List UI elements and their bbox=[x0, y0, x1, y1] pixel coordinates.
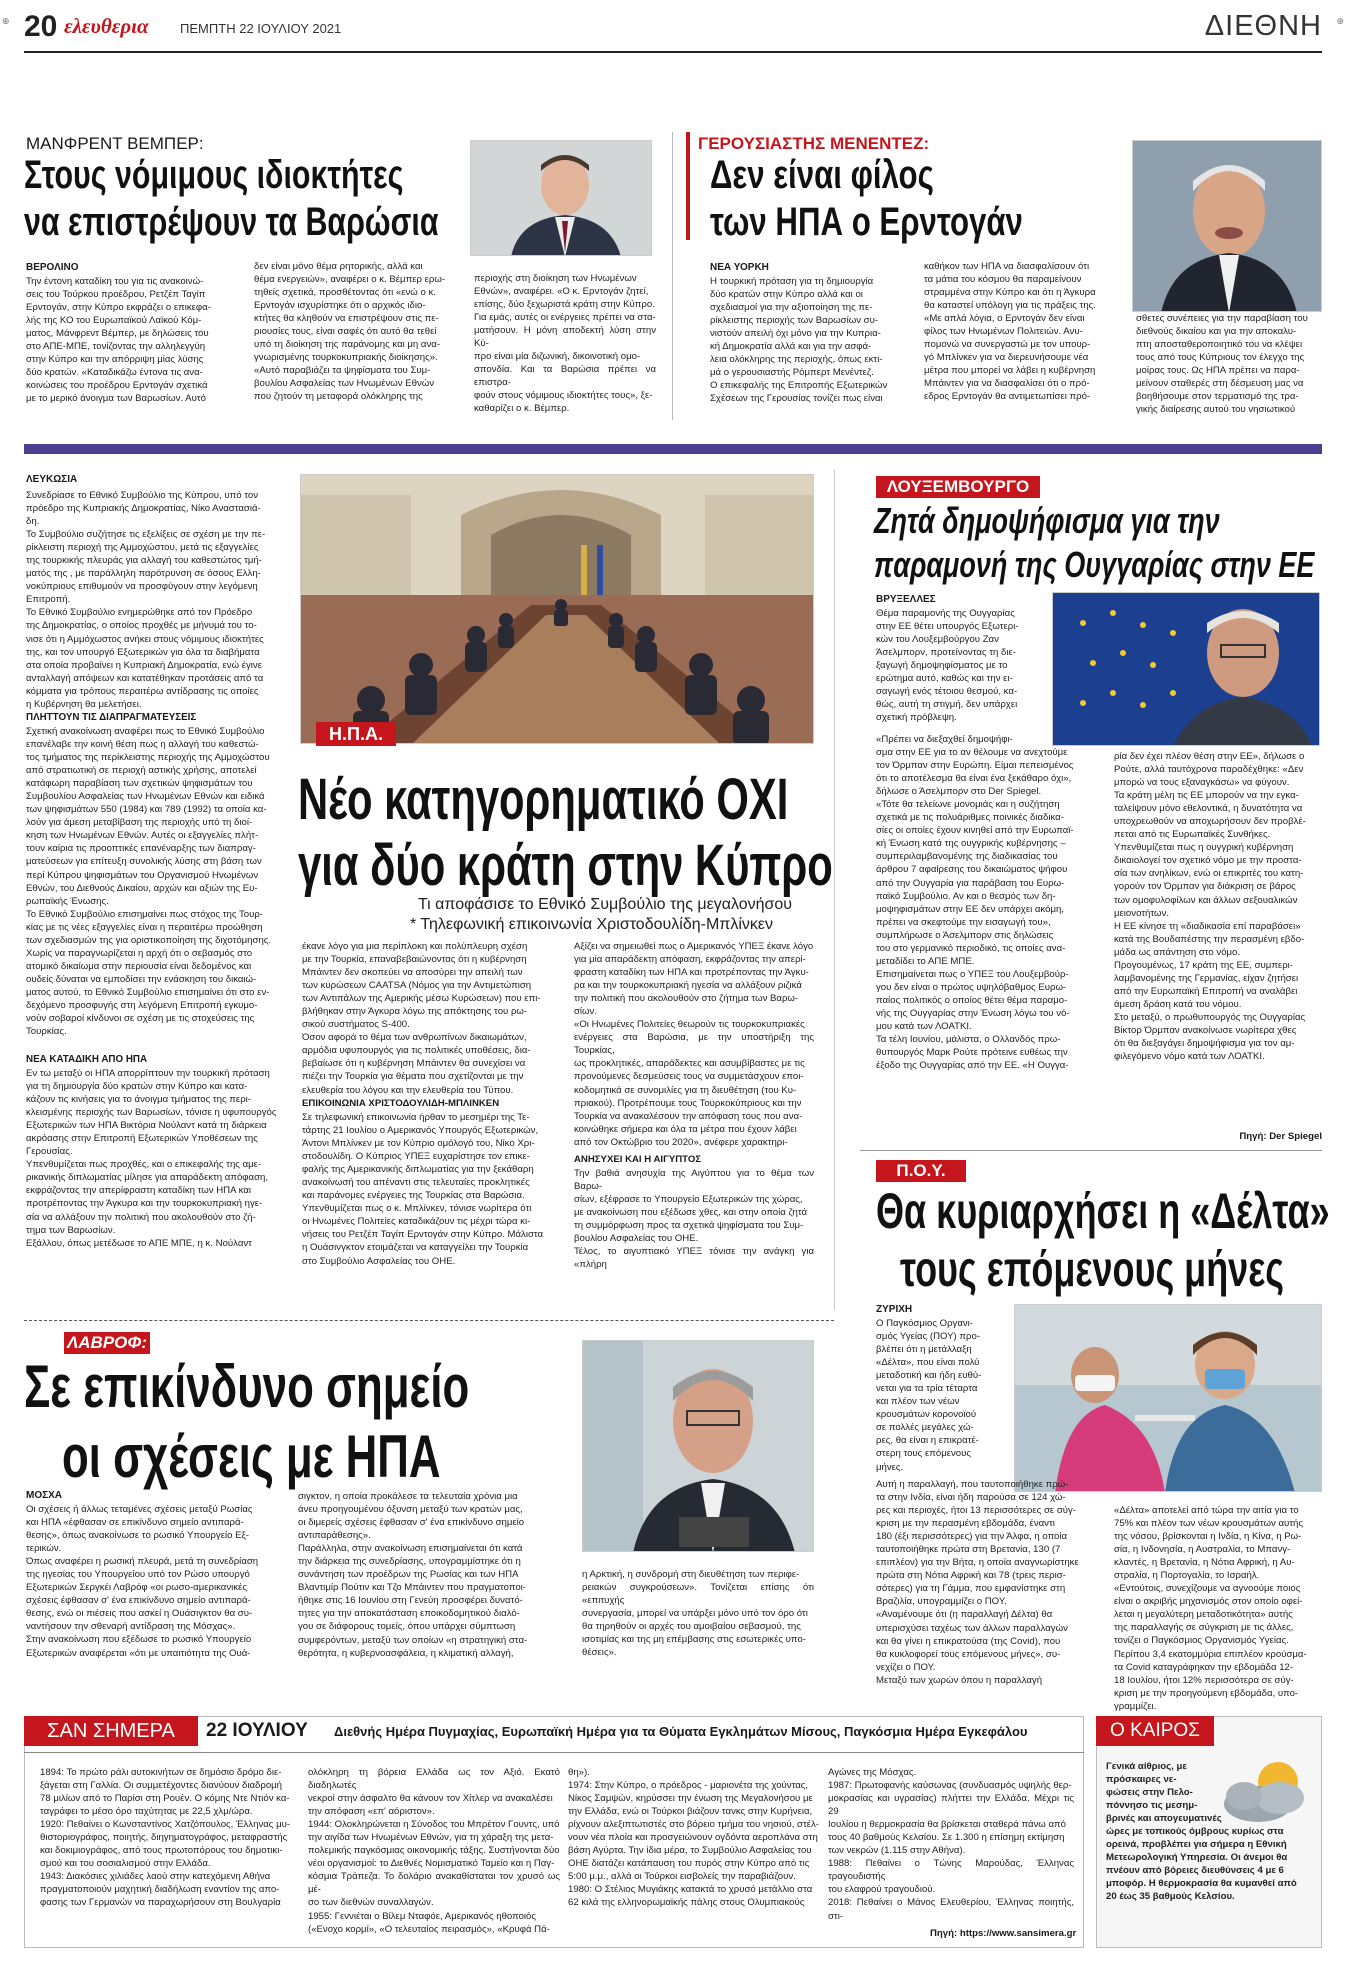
menendez-kicker: ΓΕΡΟΥΣΙΑΣΤΗΣ ΜΕΝΕΝΤΕΖ: bbox=[698, 134, 930, 153]
today-label: ΣΑΝ ΣΗΜΕΡΑ bbox=[24, 1716, 198, 1746]
lavrov-dateline: ΜΟΣΧΑ bbox=[26, 1490, 63, 1501]
who-tag: Π.Ο.Υ. bbox=[876, 1160, 966, 1182]
cyprus-subhead-1: ΠΛΗΤΤΟΥΝ ΤΙΣ ΔΙΑΠΡΑΓΜΑΤΕΥΣΕΙΣ bbox=[26, 712, 197, 723]
lavrov-photo bbox=[582, 1340, 814, 1552]
menendez-body-col3: σθετες συνέπειες για την παραβίαση του διεθνούς δικαίου και για την αποκαλυ- πτη αποσταθεροποιητικό του να κλέψει τους από τους Κύπριους τον έλεγχο της μοίρας τους. Ως ΗΠΑ πρέπει να παρα- μείνουν σταθερές στη δέσμευση μας να βοηθήσουμε στον τερματισμό της τρα- γικής διαίρεσης αυτού του νησιωτικού bbox=[1136, 313, 1308, 416]
luxembourg-body-col1a: Θέμα παραμονής της Ουγγαρίας στην ΕΕ θέτει υπουργός Εξωτερι- κών του Λουξεμβούργου Ζαν Άσελμπορν, προτείνοντας τη διε- ξαγωγή δημοψηφίσματος με το ερώτημα αυτό, καθώς και την ει- σαγωγή ενός τέτοιου θεσμού, κα- θώς, αυτή τη στιγμή, δεν υπάρχει σχετική πρόβλεψη. bbox=[876, 608, 1019, 724]
lavrov-tag: ΛΑΒΡΟΦ: bbox=[64, 1332, 150, 1354]
portrait-image bbox=[583, 1341, 814, 1552]
today-col3: θη»). 1974: Στην Κύπρο, ο πρόεδρος - μαριονέτα της χούντας, Νίκος Σαμψών, κηρύσσει την ένωση της Μεγαλονήσου με την Ελλάδα, ενώ οι Τούρκοι βιάζουν τανκς στην Κυρήνεια, ρίχνουν αλεξιπτωτιστές στο βόρειο τμήμα του νησιού, στέλ- νουν νέα πλοία και προσγειώνουν ογδόντα αεροπλάνα στη βάση Αγύρτα. Την ίδια μέρα, το Συμβούλιο Ασφαλείας του ΟΗΕ διατάζει κατάπαυση του πυρός στην Κύπρο από τις 5:00 μ.μ., αλλά οι Τούρκοι εισβολείς την παραβιάζουν. 1980: Ο Στέλιος Μυγιάκης κατακτά το χρυσό μετάλλιο στα 62 κιλά της ελληνορωμαϊκής πάλης στους Ολυμπιακούς bbox=[568, 1767, 820, 1909]
asselborn-photo bbox=[1052, 592, 1320, 746]
who-dateline: ΖΥΡΙΧΗ bbox=[876, 1304, 913, 1315]
cyprus-mid-col2b: Την βαθιά ανησυχία της Αιγύπτου για το θέμα των Βαρω- σίων, εξέφρασε το Υπουργείο Εξωτερικών της χώρας, με ανακοίνωση που εξέδωσε χθες, και στην οποία ζητά τη συμμόρφωση προς τα σχετικά ψηφίσματα του Συμ- βουλίου Ασφαλείας του ΟΗΕ. Τέλος, το αιγυπτιακό ΥΠΕΞ τόνισε την ανάγκη για «πλήρη bbox=[574, 1168, 814, 1271]
cyprus-left-p3: Εν τω μεταξύ οι ΗΠΑ απορρίπτουν την τουρκική πρόταση για τη δημιουργία δύο κρατών στην Κύπρο και κατα- κάζουν τις κινήσεις για το άνοιγμα τμήματος της περι- κλεισμένης περιοχής των Βαρωσίων, τόνισε η υφυπουργός Εξωτερικών των ΗΠΑ Βικτόρια Νούλαντ κατά τη διάρκεια ακρόασης στην Επιτροπή Εξωτερικών Υποθέσεων της Γερουσίας. Υπενθυμίζεται πως προχθές, και ο επικεφαλής της αμε- ρικανικής διπλωματίας μίλησε για απαράδεκτη απόφαση, εκφράζοντας την απερίφραστη καταδίκη των ΗΠΑ και προτρέποντας την Άγκυρα και την τουρκοκυπριακή ηγε- σία να αλλάξουν την πολιτική που ακολουθούν στο ζή- τημα των Βαρωσίων. Εξάλλου, όπως μετέδωσε το ΑΠΕ ΜΠΕ, η κ. Νούλαντ bbox=[26, 1068, 277, 1249]
portrait-image bbox=[1133, 141, 1322, 312]
who-body-col1a: Ο Παγκόσμιος Οργανι- σμός Υγείας (ΠΟΥ) προ- βλέπει ότι η μετάλλαξη «Δέλτα», που είναι πολύ μεταδοτική και ήδη ευθύ- νεται για τα τρία τέταρτα και πλέον των νέων κρουσμάτων κορονοϊού σε πολλές μεγάλες χώ- ρες, θα είναι η επικρατέ- στερη τους επόμενους μήνες. bbox=[876, 1318, 982, 1473]
column-divider bbox=[672, 132, 673, 420]
luxembourg-source: Πηγή: Der Spiegel bbox=[1239, 1131, 1322, 1142]
cyprus-subhead-2: ΝΕΑ ΚΑΤΑΔΙΚΗ ΑΠΟ ΗΠΑ bbox=[26, 1054, 148, 1065]
lavrov-body-col1: Οι σχέσεις ή άλλως τεταμένες σχέσεις μεταξύ Ρωσίας και ΗΠΑ «έφθασαν σε επικίνδυνο σημείο αντιπαρά- θεσης», όπως ανακοίνωσε το ρωσικό Υπουργείο Εξ- τερικών. Όπως αναφέρει η ρωσική πλευρά, μετά τη συνεδρίαση της ηγεσίας του Υπουργείου υπό τον Ρώσο υπουργό Εξωτερικών Σεργκέι Λαβρόφ «οι ρωσο-αμερικανικές σχέσεις έφθασαν σ' ένα επικίνδυνο σημείο αντιπαρά- θεσης, ενώ οι πιέσεις που ασκεί η Ουάσιγκτον θα συ- ναντήσουν την σθεναρή αντίδραση της Μόσχας». Στην ανακοίνωση που εξέδωσε το ρωσικό Υπουργείο Εξωτερικών αναφέρεται «ότι με υπαιτιότητα της Ουά- bbox=[26, 1504, 259, 1659]
today-source: Πηγή: https://www.sansimera.gr bbox=[930, 1928, 1077, 1939]
cyprus-subtitle-1: Τι αποφάσισε το Εθνικό Συμβούλιο της μεγαλονήσου bbox=[418, 896, 793, 913]
cyprus-subhead-4: ΑΝΗΣΥΧΕΙ ΚΑΙ Η ΑΙΓΥΠΤΟΣ bbox=[574, 1154, 702, 1165]
cyprus-dateline: ΛΕΥΚΩΣΙΑ bbox=[26, 474, 78, 485]
today-date: 22 ΙΟΥΛΙΟΥ bbox=[206, 1720, 308, 1741]
paper-name: ελευθερια bbox=[64, 14, 149, 38]
cyprus-left-p1: Συνεδρίασε το Εθνικό Συμβούλιο της Κύπρου, υπό τον πρόεδρο της Κυπριακής Δημοκρατίας, Νίκο Αναστασιά- δη. Το Συμβούλιο συζήτησε τις εξελίξεις σε σχέση με την πε- ρίκλειστη περιοχή της Αμμοχώστου, μετά τις εξαγγελίες της τουρκικής πλευράς για αλλαγή του καθεστώτος τμή- ματός της , με παράλληλη παρότρυνση σε όσους Ελλη- νοκύπριους επιθυμούν να προσφύγουν στην λεγόμενη Επιτροπή. Το Εθνικό Συμβούλιο ενημερώθηκε από τον Πρόεδρο της Δημοκρατίας, ο οποίος προχθές με μήνυμά του το- νισε ότι η Αμμόχωστος ανήκει στους νόμιμους ιδιοκτήτες της, και τον υπουργό Εξωτερικών για όλα τα διαβήματα στα οποία προβαίνει η Κυπριακή Δημοκρατία, ενώ έγινε ανταλλαγή απόψεων και κατατέθηκαν προτάσεις από τα κόμματα για τρόπους περαιτέρω αντίδρασης τις οποίες η Κυβέρνηση θα μελετήσει. bbox=[26, 490, 266, 710]
luxembourg-title-line1: Ζητά δημοψήφισμα για την bbox=[874, 500, 1220, 541]
weber-title-line2: να επιστρέψουν τα Βαρώσια bbox=[24, 200, 439, 244]
today-col2: ολόκληρη τη βόρεια Ελλάδα ως τον Αξιό. Εκατό διαδηλωτές νεκροί στην άσφαλτο θα κάνουν τον Χίτλερ να ανακαλέσει την απόφαση «επ' αόριστον». 1944: Ολοκληρώνεται η Σύνοδος του Μπρέτον Γουντς, υπό την αιγίδα των Ηνωμένων Εθνών, για τη χάραξη της μετα- πολεμικής παγκόσμιας οικονομικής τάξης. Συστήνονται δύο νέοι οργανισμοί: το Διεθνές Νομισματικό Ταμείο και η Παγ- κόσμια Τράπεζα. Το δολάριο ανακαθίσταται τον χρυσό ως μέ- σο των διεθνών συναλλαγών. 1955: Γεννιέται ο Βίλεμ Νταφόε, Αμερικανός ηθοποιός («Ενοχο κορμί», «Ο τελευταίος πειρασμός», «Κρυφά Πά- bbox=[308, 1767, 560, 1935]
weather-forecast: Γενικά αίθριος, με πρόσκαιρες νε- φώσεις στην Πελο- πόννησο τις μεσημ- βρινές και απογευματινές ώρες με τοπικούς όμβρους κυρίως στα ορεινά, προβλέπει για σήμερα η Εθνική Μετεωρολογική Υπηρεσία. Οι άνεμοι θα πνέουν από βόρειες διευθύνσεις 4 με 6 μποφόρ. Η θερμοκρασία θα κυμανθεί από 20 έως 35 βαθμούς Κελσίου. bbox=[1106, 1761, 1297, 1903]
cyprus-mid-col1b: Σε τηλεφωνική επικοινωνία ήρθαν το μεσημέρι της Τε- τάρτης 21 Ιουλίου ο Αμερικανός Υπουργός Εξωτερικών, Άντονι Μπλίνκεν με τον Κύπριο ομόλογό του, Νίκο Χρι- στοδουλίδη. Ο Κύπριος ΥΠΕΞ ευχαρίστησε τον επικε- φαλής της Αμερικανικής διπλωματίας για την ξεκάθαρη ανακοίνωσή του απέναντι στις τελευταίες προκλητικές και παράνομες ενέργειες της Τουρκίας στα Βαρώσια. Υπενθυμίζεται πως ο κ. Μπλίνκεν, τόνισε νωρίτερα ότι οι Ηνωμένες Πολιτείες καταδικάζουν τις μέχρι τώρα κι- νήσεις του Ρετζέπ Ταγίπ Ερντογάν στην Κύπρο. Μάλιστα η Ουάσινγκτον ετοιμάζεται να καταγγείλει την Τουρκία στο Συμβούλιο Ασφαλείας του ΟΗΕ. bbox=[302, 1112, 544, 1267]
menendez-body-col2: καθήκον των ΗΠΑ να διασφαλίσουν ότι τα μάτια του κόσμου θα παραμείνουν στραμμένα στην Κύπρο και ότι η Άγκυρα θα καταστεί υπόλογη για τις πράξεις της. «Με απλά λόγια, ο Ερντογάν δεν είναι φίλος των Ηνωμένων Πολιτειών. Ανυ- πομονώ να συνεργαστώ με τον υπουρ- γό Μπλίνκεν για να διερευνήσουμε νέα μέτρα που μπορεί να λάβει η κυβέρνηση Μπάιντεν για να διασφαλίσει ότι ο πρό- εδρος Ερντογάν θα αντιμετωπίσει πρό- bbox=[924, 261, 1096, 403]
usa-tag: Η.Π.Α. bbox=[316, 722, 396, 746]
weber-photo bbox=[470, 140, 652, 256]
menendez-photo bbox=[1132, 140, 1322, 312]
menendez-body-col1: Η τουρκική πρόταση για τη δημιουργία δύο κρατών στην Κύπρο αλλά και οι σχεδιασμοί για την αξιοποίηση της πε- ρίκλειστης περιοχής των Βαρωσίων συ- νιστούν απειλή όχι μόνο για την Κυπρια- κή Δημοκρατία αλλά και για την ασφά- λεια ολόκληρης της περιοχής, όπως εκτι- μά ο γερουσιαστής Ρόμπερτ Μενέντεζ. Ο επικεφαλής της Επιτροπής Εξωτερικών Σχέσεων της Γερουσίας τονίζει πως είναι bbox=[710, 276, 888, 405]
today-col1: 1894: Το πρώτο ράλι αυτοκινήτων σε δημόσιο δρόμο διε- ξάγεται στη Γαλλία. Οι συμμετέχοντες διανύουν διαδρομή 78 μιλίων από το Παρίσι στη Ρουέν. Ο κόμης Ντε Ντιόν κα- ταγράφει το μέσο όρο ταχύτητας με 22,5 χλμ/ώρα. 1920: Πεθαίνει ο Κωνσταντίνος Χατζόπουλος, Έλληνας μυ- θιστοριογράφος, ποιητής, διηγηματογράφος, μεταφραστής και δοκιμιογράφος, από τους πρωτοπόρους του δημοτικι- σμού και του σοσιαλισμού στην Ελλάδα. 1943: Διακόσιες χιλιάδες λαού στην κατεχόμενη Αθήνα πραγματοποιούν μαχητική διαδήλωση εναντίον της απο- φασης των Γερμανών να παραχωρήσουν στη Βουλγαρία bbox=[40, 1767, 291, 1909]
article-separator bbox=[860, 1150, 1322, 1151]
today-rule bbox=[24, 1752, 1084, 1753]
lavrov-body-col2: σιγκτον, η οποία προκάλεσε τα τελευταία χρόνια μια άνευ προηγουμένου όξυνση μεταξύ των κρατών μας, οι διμερείς σχέσεις έφθασαν σ' ένα επικίνδυνο σημείο αντιπαράθεσης». Παράλληλα, στην ανακοίνωση επισημαίνεται ότι κατά την διάρκεια της συνεδρίασης, υπογραμμίστηκε ότι η συνάντηση των προέδρων της Ρωσίας και των ΗΠΑ Βλαντιμίρ Πούτιν και Τζο Μπάιντεν που πραγματοποι- ήθηκε στις 16 Ιουνίου στη Γενεύη προσφέρει δυνατό- τητες για την αποκατάσταση εποικοδομητικού διαλό- γου σε διάφορους τομείς, όπου υπάρχει σύμπτωση συμφερόντων, μεταξύ των οποίων «η στρατηγική στα- θερότητα, η κυβερνοασφάλεια, η κλιματική αλλαγή, bbox=[298, 1491, 528, 1659]
menendez-accent-bar bbox=[686, 132, 690, 240]
section-divider-bar bbox=[24, 444, 1322, 454]
weber-kicker: ΜΑΝΦΡΕΝΤ ΒΕΜΠΕΡ: bbox=[26, 134, 204, 153]
weber-title-line1: Στους νόμιμους ιδιοκτήτες bbox=[24, 153, 404, 197]
weber-dateline: ΒΕΡΟΛΙΝΟ bbox=[26, 262, 79, 273]
menendez-dateline: ΝΕΑ ΥΟΡΚΗ bbox=[710, 262, 769, 273]
who-body-col1b: Αυτή η παραλλαγή, που ταυτοποιήθηκε πρώ- τα στην Ινδία, είναι ήδη παρούσα σε 124 χώ- ρες και περιοχές, ήτοι 13 περισσότερες σε σύγ- κριση με την περασμένη εβδομάδα, έναντι 180 (έξι περισσότερες) για την Άλφα, η οποία ταυτοποιήθηκε πρώτα στη Βρετανία, 130 (7 επιπλέον) για την Βήτα, η οποία αναγνωρίστηκε πρώτα στη Νότια Αφρική και 78 (τρεις περισ- σότερες) για τη Γάμμα, που εμφανίστηκε στη Βραζιλία, υπογραμμίζει ο ΠΟΥ. «Αναμένουμε ότι (η παραλλαγή Δέλτα) θα υπερισχύσει ταχέως των άλλων παραλλαγών και θα γίνει η επικρατούσα (της Covid), που θα κυκλοφορεί τους επόμενους μήνες», συ- νεχίζει ο ΠΟΥ. Μεταξύ των χωρών όπου η παραλλαγή bbox=[876, 1479, 1079, 1686]
registration-mark: ⊕ bbox=[2, 16, 10, 26]
who-title-line1: Θα κυριαρχήσει η «Δέλτα» bbox=[876, 1183, 1330, 1239]
menendez-title-line1: Δεν είναι φίλος bbox=[710, 153, 934, 197]
cyprus-mid-col2: Αξίζει να σημειωθεί πως ο Αμερικανός ΥΠΕΞ έκανε λόγο για μία απαράδεκτη απόφαση, εκφράζοντας την απερί- φραστη καταδίκη των ΗΠΑ και προτρέποντας την Άγκυ- ρα και την τουρκοκυπριακή ηγεσία να αλλάξουν ριζικά την πολιτική που ακολουθούν στο ζήτημα των Βαρω- σίων. «Οι Ηνωμένες Πολιτείες θεωρούν τις τουρκοκυπριακές ενέργειες στα Βαρώσια, με την υποστήριξη της Τουρκίας, ως προκλητικές, απαράδεκτες και ασυμβίβαστες με τις προνούμενες δεσμεύσεις τους να συμμετάσχουν εποι- κοδομητικά σε συνομιλίες για τη διευθέτηση (του Κυ- πριακού). Προτρέπουμε τους Τουρκοκύπριους και την Τουρκία να ανακαλέσουν την απόφαση τους που ανα- κοινώθηκε σήμερα και όλα τα μέτρα που έχουν λάβει από τον Οκτώβριο του 2020», ανέφερε χαρακτηρι- bbox=[574, 941, 814, 1148]
portrait-image bbox=[1053, 593, 1320, 746]
luxembourg-dateline: ΒΡΥΞΕΛΛΕΣ bbox=[876, 594, 936, 605]
cyprus-subhead-3: ΕΠΙΚΟΙΝΩΝΙΑ ΧΡΙΣΤΟΔΟΥΛΙΔΗ-ΜΠΛΙΝΚΕΝ bbox=[302, 1098, 500, 1109]
issue-date: ΠΕΜΠΤΗ 22 ΙΟΥΛΙΟΥ 2021 bbox=[180, 21, 342, 36]
registration-mark-right: ⊕ bbox=[1336, 16, 1344, 26]
portrait-image bbox=[471, 141, 652, 256]
cyprus-left-p2: Σχετική ανακοίνωση αναφέρει πως το Εθνικό Συμβούλιο επανέλαβε την κοινή θέση πως η αλλαγή του καθεστώ- τος τμήματος της περίκλειστης περιοχής της Αμμοχώστου από στρατιωτική σε περιοχή αστικής χρήσης, αποτελεί κατάφωρη παραβίαση των σχετικών ψηφισμάτων του Συμβουλίου Ασφαλείας των Ηνωμένων Εθνών και ειδικά των ψηφισμάτων 550 (1984) και 789 (1992) τα οποία κα- λούν για άμεση μεταβίβαση της περιοχής υπό τη διοί- κηση των Ηνωμένων Εθνών. Αυτές οι εξαγγελίες πλήτ- τουν καίρια τις προοπτικές επανέναρξης των διαπραγ- ματεύσεων για επίτευξη συνολικής λύσης στη βάση των περί Κύπρου ψηφισμάτων του Οργανισμού Ηνωμένων Εθνών, του Διεθνούς Δικαίου, αρχών και αξιών της Ευ- ρωπαϊκής Ένωσης. Το Εθνικό Συμβούλιο επισημαίνει πως στόχος της Τουρ- κίας με τις νέες εξαγγελίες είναι η περαιτέρω προώθηση των σχεδιασμών της για οριστικοποίηση της διχοτόμησης. Χωρίς να παραγνωρίζεται η αρχή ότι ο σεβασμός στο ατομικό δικαίωμα στην περιουσία είναι δεδομένος και ουδείς δύναται να εμποδίσει την ενάσκηση του δικαιώ- ματος αυτού, το Εθνικό Συμβούλιο επισημαίνει ότι στο εν- δεχόμενο προσφυγής στη λεγόμενη Επιτροπή εγκυμο- νούν σοβαροί κίνδυνοι σε σχέση με τις στοχεύσεις της Τουρκίας. bbox=[26, 726, 272, 1038]
page-header bbox=[0, 0, 1346, 54]
article-separator-dashed bbox=[24, 1320, 834, 1321]
national-council-photo bbox=[300, 474, 814, 744]
luxembourg-title-line2: παραμονή της Ουγγαρίας στην ΕΕ bbox=[874, 544, 1315, 585]
lavrov-body-col3: η Αρκτική, η συνδρομή στη διευθέτηση των περιφε- ρειακών συγκρούσεων». Τονίζεται επίσης ότι «επιτυχής συνεργασία, μπορεί να υπάρξει μόνο υπό τον όρο ότι θα τηρηθούν οι αρχές του αμοιβαίου σεβασμού, της ισοτιμίας και της μη επέμβασης στις εσωτερικές υπο- θέσεις». bbox=[582, 1569, 814, 1659]
today-col4: Αγώνες της Μόσχας. 1987: Πρωτοφανής καύσωνας (συνδυασμός υψηλής θερ- μοκρασίας και υγρασίας) πλήττει την Ελλάδα. Μέχρι τις 29 Ιουλίου η θερμοκρασία θα βρίσκεται σταθερά πάνω από τους 40 βαθμούς Κελσίου. Σε 1.300 η επίσημη εκτίμηση των νεκρών (1.115 στην Αθήνα). 1988: Πεθαίνει ο Τώνης Μαρούδας, Έλληνας τραγουδιστής του ελαφρού τραγουδιού. 2018: Πεθαίνει ο Μάνος Ελευθερίου, Έλληνας ποιητής, στι- bbox=[828, 1767, 1074, 1922]
lavrov-title-line1: Σε επικίνδυνο σημείο bbox=[24, 1353, 470, 1420]
luxembourg-tag: ΛΟΥΞΕΜΒΟΥΡΓΟ bbox=[876, 476, 1040, 498]
cyprus-title-line2: για δύο κράτη στην Κύπρο bbox=[298, 833, 833, 898]
vaccination-image bbox=[1015, 1305, 1322, 1492]
cyprus-subtitle-2: * Τηλεφωνική επικοινωνία Χριστοδουλίδη-Μπλίνκεν bbox=[410, 916, 773, 933]
weber-body-col1: Την έντονη καταδίκη του για τις ανακοινώ- σεις του Τούρκου προέδρου, Ρετζέπ Ταγίπ Ερντογάν, στην Κύπρο εκφράζει ο επικεφα- λής της ΚΟ του Ευρωπαϊκού Λαϊκού Κόμ- ματος, Μάνφρεντ Βέμπερ, με δηλώσεις του στο ΑΠΕ-ΜΠΕ, τονίζοντας την αλληλεγγύη στην Κύπρο και την απόρριψη μίας λύσης δύο κρατών. «Καταδικάζω έντονα τις ανα- κοινώσεις του προέδρου Ερντογάν σχετικά με το μερικό άνοιγμα των Βαρωσίων. Αυτό bbox=[26, 276, 211, 405]
header-rule bbox=[24, 51, 1322, 53]
luxembourg-body-col2: ρία δεν έχει πλέον θέση στην ΕΕ», δήλωσε ο Ρούτε, αλλά ταυτόχρονα παραδέχθηκε: «Δεν μπορώ να τους εξαναγκάσω» να φύγουν. Τα κράτη μέλη τις ΕΕ μπορούν να την εγκα- ταλείψουν μόνο εθελοντικά, η δυνατότητα να υποχρεωθούν να αποχωρήσουν δεν προβλέ- πεται από τις Ευρωπαϊκές Συνθήκες. Υπενθυμίζεται πως η ουγγρική κυβέρνηση δικαιολογεί τον σχετικό νόμο με την προστα- σία των ανηλίκων, ενώ οι επικριτές του κατη- γορούν τον Όρμπαν για διάκριση σε βάρος των ομοφυλοφίλων και άλλων σεξουαλικών μειονοτήτων. Η ΕΕ κίνησε τη «διαδικασία επί παραβάσει» κατά της Βουδαπέστης την περασμένη εβδο- μάδα ως απάντηση στο νόμο. Προγουμένως, 17 κράτη της ΕΕ, συμπερι- λαμβανομένης της Γερμανίας, είχαν ζητήσει από την Ευρωπαϊκή Επιτροπή να αναλάβει άμεση δράση κατά του νόμου. Στο μεταξύ, ο πρωθυπουργός της Ουγγαρίας Βίκτορ Όρμπαν ανακοίνωσε νωρίτερα χθες ότι θα διεξαγάγει δημοψήφισμα για τον αμ- φιλεγόμενο νόμο κατά των ΛΟΑΤΚΙ. bbox=[1114, 751, 1306, 1063]
weber-body-col3: περιοχής στη διοίκηση των Ηνωμένων Εθνών», αναφέρει. «Ο κ. Ερντογάν ζητεί, επίσης, δύο ξεχωριστά κράτη στην Κύπρο. Για εμάς, αυτές οι ενέργειες πρέπει να στα- ματήσουν. Η μόνη αποδεκτή λύση στην Κύ- προ είναι μία διζωνική, δικοινοτική ομο- σπονδία. Και τα Βαρώσια πρέπει να επιστρα- φούν στους νόμιμους ιδιοκτήτες τους», ξε- καθαρίζει ο κ. Βέμπερ. bbox=[474, 273, 656, 415]
cyprus-mid-col1: έκανε λόγο για μια περίπλοκη και πολύπλευρη σχέση με την Τουρκία, επαναβεβαιώνοντας ότι η κυβέρνηση Μπάιντεν δεν σκοπεύει να αποσύρει την απειλή των των κυρώσεων CAATSA (Νόμος για την Αντιμετώπιση των Αντιπάλων της Αμερικής μέσω Κυρώσεων) που επι- βλήθηκαν στην Άγκυρα λόγω της απόκτησης του ρω- σικού συστήματος S-400. Όσον αφορά το θέμα των ανθρωπίνων δικαιωμάτων, αρμόδια υφυπουργός για τις πολιτικές υποθέσεις, δια- βεβαίωσε ότι η κυβέρνηση Μπάιντεν θα συνεχίσει να πιέζει την Τουρκία για θέματα που σχετίζονται με την ελευθερία του λόγου και την ελευθερία του Τύπου. bbox=[302, 941, 541, 1096]
section-name: ΔΙΕΘΝΗ bbox=[1204, 10, 1322, 42]
vaccination-photo bbox=[1014, 1304, 1322, 1492]
who-body-col2: «Δέλτα» αποτελεί από τώρα την αιτία για το 75% και πλέον των νέων κρουσμάτων αυτής της νόσου, βρίσκονται η Ινδία, η Κίνα, η Ρω- σία, η Ινδονησία, η Αυστραλία, το Μπανγ- κλαντές, η Βρετανία, η Νότια Αφρική, η Αυ- στραλία, η Πορτογαλία, το Ισραήλ. «Εντούτοις, συνεχίζουμε να αγνοούμε ποιος είναι ο ακριβής μηχανισμός στον οποίο οφεί- λεται η μεγαλύτερη μεταδοτικότητα» αυτής της παραλλαγής σε σύγκριση με τις άλλες, τονίζει ο Παγκόσμιος Οργανισμός Υγείας. Περίπου 3,4 εκατομμύρια επιπλέον κρούσμα- τα Covid καταγράφηκαν την εβδομάδα 12- 18 Ιουλίου, ήτοι 12% περισσότερα σε σύγ- κριση με την προηγούμενη εβδομάδα, υπο- γραμμίζει. bbox=[1114, 1505, 1307, 1712]
who-title-line2: τους επόμενους μήνες bbox=[900, 1241, 1285, 1297]
weber-body-col2: δεν είναι μόνο θέμα ρητορικής, αλλά και θέμα ενεργειών», αναφέρει ο κ. Βέμπερ ερω- τηθείς σχετικά, προσθέτοντας ότι «ενώ ο κ. Ερντογάν ισχυρίστηκε ότι ο αρχικός ιδιο- κτήτες θα κληθούν να επιστρέψουν στις πε- ριουσίες τους, είναι σαφές ότι αυτό θα τεθεί υπό τη διοίκηση της παράνομης και μη ανα- γνωρισμένης τουρκοκυπριακής διοίκησης». «Αυτό παραβιάζει τα ψηφίσματα του Συμ- βουλίου Ασφαλείας των Ηνωμένων Εθνών που ζητούν τη μεταφορά ολόκληρης της bbox=[254, 261, 446, 403]
page-number: 20 bbox=[24, 10, 58, 43]
today-observances: Διεθνής Ημέρα Πυγμαχίας, Ευρωπαϊκή Ημέρα για τα Θύματα Εγκλημάτων Μίσους, Παγκόσμια Ημέρα Εγκεφάλου bbox=[334, 1724, 1028, 1739]
cyprus-title-line1: Νέο κατηγορηματικό ΟΧΙ bbox=[298, 767, 789, 832]
column-divider bbox=[834, 470, 835, 1310]
luxembourg-body-col1b: «Πρέπει να διεξαχθεί δημοψήφι- σμα στην ΕΕ για το αν θέλουμε να ανεχτούμε τον Όρμπαν στην Ευρώπη. Είμαι πεπεισμένος ότι το αποτέλεσμα θα είναι ένα ξεκάθαρο όχι», δήλωσε ο Άσελμπορν στο Der Spiegel. «Τότε θα τελείωνε μονομιάς και η συζήτηση σχετικά με τις πολυάριθμες ποινικές διαδικα- σίες οι οποίες έχουν κινηθεί από την Ευρωπαϊ- κή Ένωση κατά της ουγγρικής κυβέρνησης – συμπεριλαμβανομένης της διαδικασίας του άρθρου 7 αφαίρεσης του δικαιώματος ψήφου από την Ουγγαρία για παράβαση του Ευρω- παϊκό Συμβούλιο. Αν και ο θεσμός των δη- μοψηφισμάτων στην ΕΕ δεν υπάρχει ακόμη, πρέπει να σκεφτούμε την εισαγωγή του», συμπλήρωσε ο Άσελμπορν στις δηλώσεις του στο γερμανικό περιοδικό, τις οποίες ανα- μεταδίδει το ΑΠΕ ΜΠΕ. Επισημαίνεται πως ο ΥΠΕΞ του Λουξεμβούρ- γου δεν είναι ο πρώτος υψηλόβαθμος Ευρω- παίος πολιτικός ο οποίος θέτει θέμα παραμο- νής της Ουγγαρίας στην Ένωση λόγω του νό- μου κατά των ΛΟΑΤΚΙ. Τα τέλη Ιουνίου, μάλιστα, ο Ολλανδός πρω- θυπουργός Μαρκ Ρούτε πρότεινε ευθέως την έξοδο της Ουγγαρίας από την ΕΕ. «Η Ουγγα- bbox=[876, 734, 1074, 1072]
weather-label: Ο ΚΑΙΡΟΣ bbox=[1096, 1716, 1214, 1746]
menendez-title-line2: των ΗΠΑ ο Ερντογάν bbox=[710, 200, 1023, 244]
lavrov-title-line2: οι σχέσεις με ΗΠΑ bbox=[62, 1423, 441, 1490]
meeting-room-image bbox=[301, 475, 814, 744]
